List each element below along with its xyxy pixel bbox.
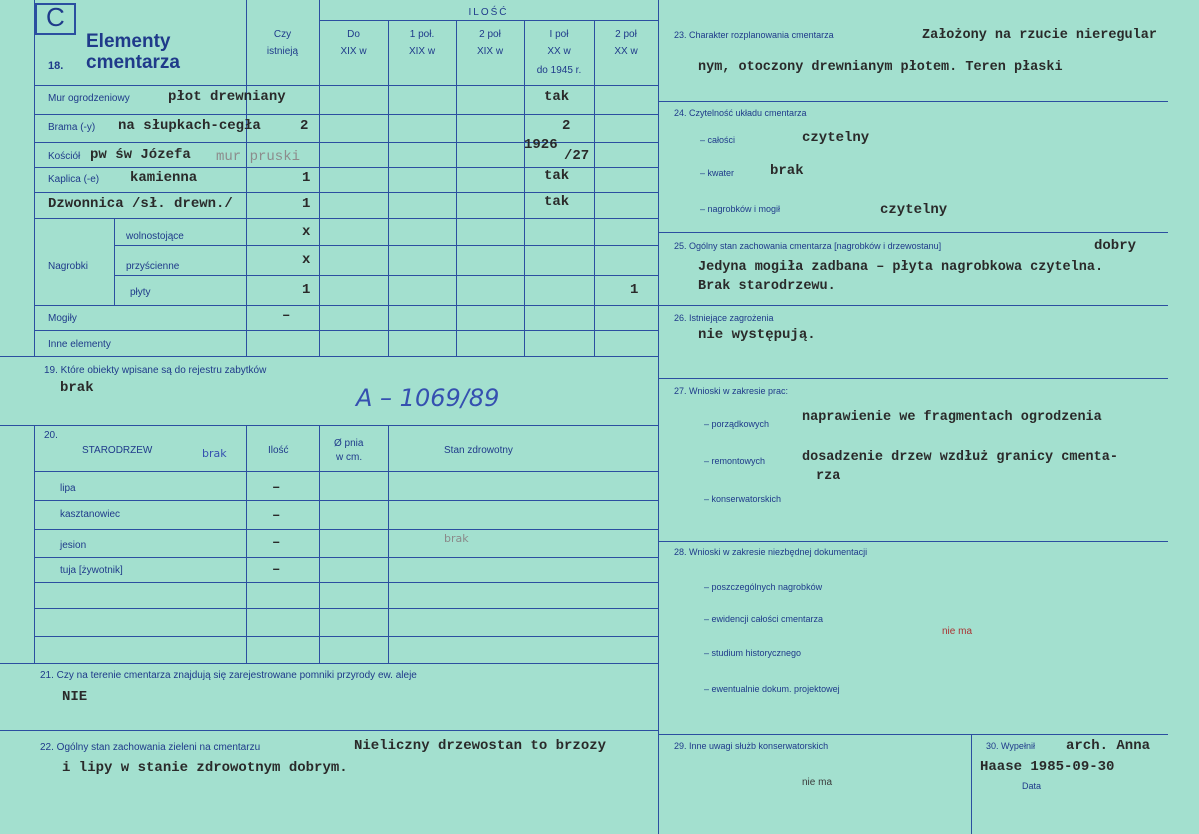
s30-value1: arch. Anna <box>1066 738 1151 754</box>
tree-dash: – <box>272 508 281 524</box>
col3-b: XIX w <box>476 46 504 57</box>
col4-a: I poł <box>549 29 569 40</box>
row-przyscienne: przyścienne <box>126 261 180 272</box>
s20-pnia2: w cm. <box>336 452 363 463</box>
row-kaplica-label: Kaplica (-e) <box>48 174 100 185</box>
s21-label: 21. Czy na terenie cmentarza znajdują się zarejestrowane pomniki przyrody ew. aleje <box>40 670 417 681</box>
s23-value1: Założony na rzucie nieregular <box>922 28 1157 43</box>
section-letter: C <box>46 2 65 32</box>
row-mogily-label: Mogiły <box>48 313 77 324</box>
s28-value: nie ma <box>942 626 973 637</box>
s28-item-c: – studium historycznego <box>704 648 802 658</box>
tree-row: lipa <box>60 483 76 494</box>
s28-item-b: – ewidencji całości cmentarza <box>704 614 824 624</box>
s25-label: 25. Ogólny stan zachowania cmentarza [nagrobków i drzewostanu] <box>674 241 942 251</box>
s28-label: 28. Wnioski w zakresie niezbędnej dokumentacji <box>674 547 868 557</box>
s29-value: nie ma <box>802 777 833 788</box>
col-ilosc: ILOŚĆ <box>468 7 509 18</box>
s29-label: 29. Inne uwagi służb konserwatorskich <box>674 741 829 751</box>
col-istnieja: istnieją <box>266 46 299 57</box>
row-wolnostojace: wolnostojące <box>126 231 184 242</box>
row-dzwonnica-tak: tak <box>544 194 570 210</box>
row-mur-value: płot drewniany <box>168 89 286 105</box>
row-przyscienne-val: x <box>302 252 311 268</box>
s24-kwater-val: brak <box>770 163 804 179</box>
s30-value2: Haase 1985-09-30 <box>980 759 1115 775</box>
row-brama-value: na słupkach-cegła <box>118 118 261 134</box>
s20-number: 20. <box>44 430 58 441</box>
row-kaplica-value: kamienna <box>130 170 198 186</box>
col-czy: Czy <box>273 29 292 40</box>
row-brama-count: 2 <box>300 118 309 134</box>
tree-row: jesion <box>60 540 87 551</box>
s22-value1: Nieliczny drzewostan to brzozy <box>354 738 607 754</box>
row-nagrobki-label: Nagrobki <box>48 261 89 272</box>
s27-porz-val: naprawienie we fragmentach ogrodzenia <box>802 410 1102 425</box>
col2-a: 1 poł. <box>409 29 435 40</box>
row-kaplica-count: 1 <box>302 170 311 186</box>
s22-value2: i lipy w stanie zdrowotnym dobrym. <box>62 760 348 776</box>
row-plyty-c5: 1 <box>630 282 639 298</box>
row-mur-tak: tak <box>544 89 570 105</box>
s19-label: 19. Które obiekty wpisane są do rejestru zabytków <box>44 365 267 376</box>
tree-dash: – <box>272 562 281 578</box>
title-line2: cmentarza <box>86 52 180 73</box>
s27-kons: – konserwatorskich <box>704 494 782 504</box>
s30-label: 30. Wypełnił <box>986 741 1035 751</box>
col1-a: Do <box>347 29 360 40</box>
col4-c: do 1945 r. <box>536 65 582 76</box>
row-kaplica-tak: tak <box>544 168 570 184</box>
s28-item-a: – poszczególnych nagrobków <box>704 582 823 592</box>
row-brama-c4: 2 <box>562 118 571 134</box>
col5-a: 2 poł <box>615 29 637 40</box>
row-plyty-val: 1 <box>302 282 311 298</box>
row-plyty: płyty <box>130 287 151 298</box>
s24-kwater: – kwater <box>700 168 735 178</box>
col2-b: XIX w <box>408 46 436 57</box>
row-kosciol-year2: /27 <box>564 148 590 164</box>
s24-calosci-val: czytelny <box>802 130 870 146</box>
s24-calosci: – całości <box>700 135 736 145</box>
s26-label: 26. Istniejące zagrożenia <box>674 313 774 323</box>
s19-register-number: A – 1069/89 <box>356 384 500 412</box>
s19-value: brak <box>60 380 94 396</box>
s24-label: 24. Czytelność układu cmentarza <box>674 108 807 118</box>
section-number: 18. <box>48 60 64 72</box>
row-kosciol-year1: 1926 <box>524 137 558 153</box>
row-dzwonnica-label: Dzwonnica /sł. drewn./ <box>48 196 233 212</box>
s30-data: Data <box>1022 781 1042 791</box>
s26-value: nie występują. <box>698 327 816 343</box>
s22-label: 22. Ogólny stan zachowania zieleni na cmentarzu <box>40 742 261 753</box>
row-kosciol-label: Kościół <box>48 151 81 162</box>
row-kosciol-extra: mur pruski <box>216 149 301 165</box>
s27-rem-val1: dosadzenie drzew wzdłuż granicy cmenta- <box>802 450 1118 465</box>
s20-ilosc: Ilość <box>268 445 289 456</box>
col4-b: XX w <box>547 46 571 57</box>
s27-label: 27. Wnioski w zakresie prac: <box>674 386 789 396</box>
s27-porz: – porządkowych <box>704 419 770 429</box>
tree-row: tuja [żywotnik] <box>60 565 123 576</box>
s28-item-d: – ewentualnie dokum. projektowej <box>704 684 840 694</box>
s25-value0: dobry <box>1094 238 1137 254</box>
s25-value1: Jedyna mogiła zadbana – płyta nagrobkowa czytelna. <box>698 260 1104 275</box>
s24-nagrobkow: – nagrobków i mogił <box>700 204 781 214</box>
s20-stan: Stan zdrowotny <box>444 445 513 456</box>
s20-pnia1: Ø pnia <box>334 438 364 449</box>
row-mur-label: Mur ogrodzeniowy <box>48 93 130 104</box>
s27-rem: – remontowych <box>704 456 766 466</box>
row-wolnostojace-val: x <box>302 224 311 240</box>
col5-b: XX w <box>614 46 638 57</box>
col1-b: XIX w <box>340 46 367 57</box>
row-dzwonnica-count: 1 <box>302 196 311 212</box>
s20-brak2: brak <box>444 532 469 545</box>
s24-nagrobkow-val: czytelny <box>880 202 948 218</box>
s20-brak: brak <box>202 447 227 460</box>
tree-row: kasztanowiec <box>60 509 121 520</box>
row-kosciol-value: pw św Józefa <box>90 147 191 163</box>
row-inne-label: Inne elementy <box>48 339 111 350</box>
s25-value2: Brak starodrzewu. <box>698 279 836 294</box>
tree-dash: – <box>272 535 281 551</box>
s20-header: STARODRZEW <box>82 445 153 456</box>
col3-a: 2 poł <box>479 29 501 40</box>
title-line1: Elementy <box>86 31 171 52</box>
row-mogily-val: – <box>282 308 291 324</box>
s23-label: 23. Charakter rozplanowania cmentarza <box>674 30 834 40</box>
tree-dash: – <box>272 480 281 496</box>
s27-rem-val2: rza <box>816 469 841 484</box>
row-brama-label: Brama (-y) <box>48 122 96 133</box>
s21-value: NIE <box>62 689 88 705</box>
s23-value2: nym, otoczony drewnianym płotem. Teren płaski <box>698 60 1063 75</box>
